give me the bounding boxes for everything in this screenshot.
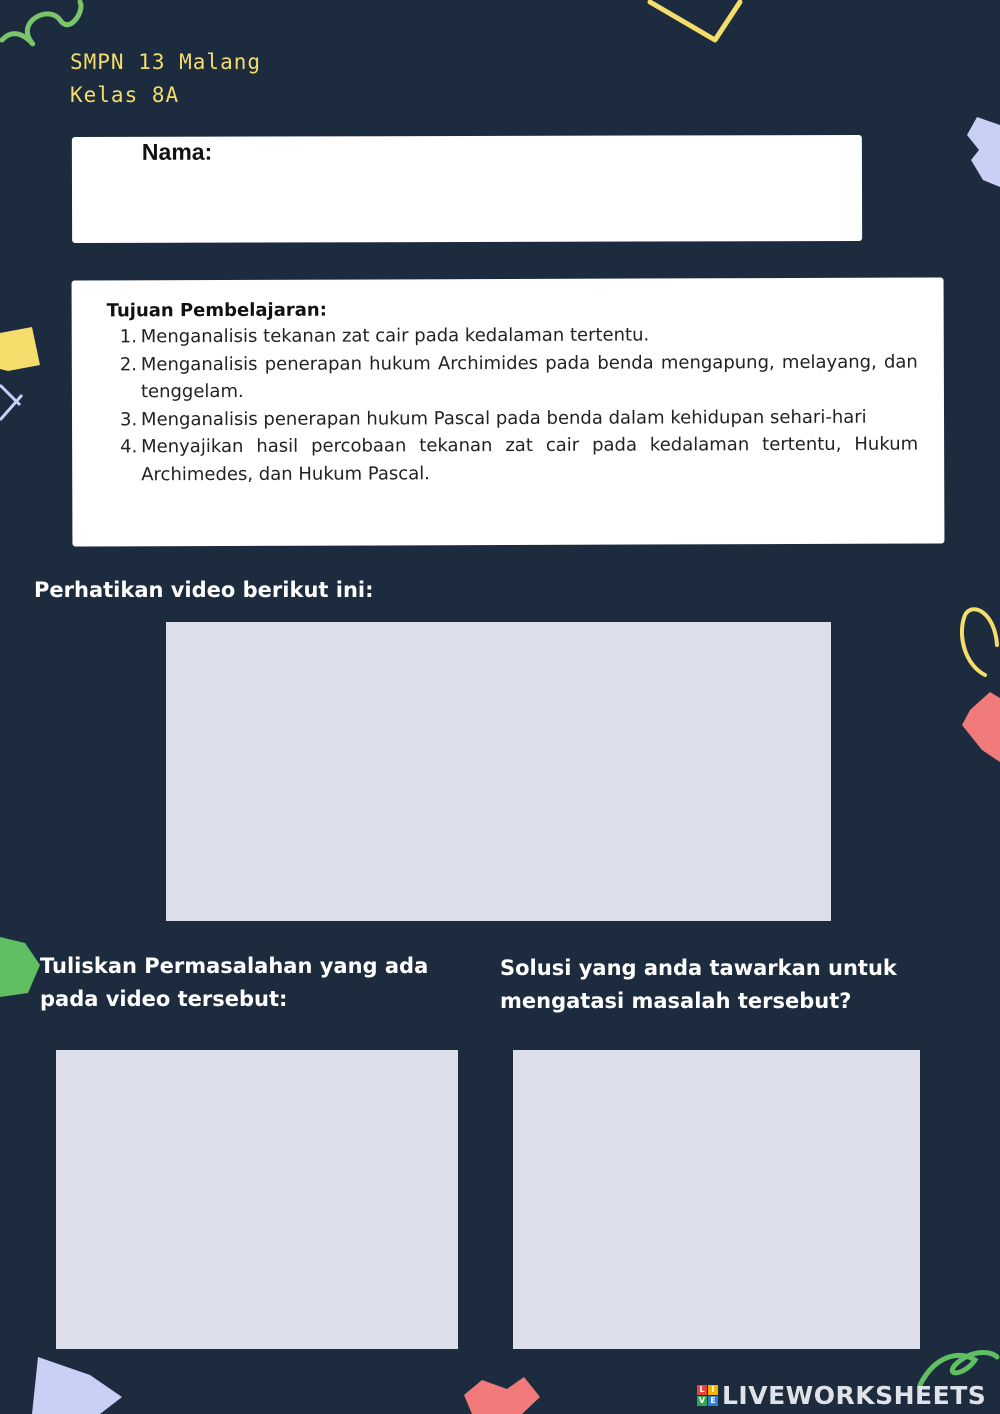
list-item-number: 1. bbox=[119, 326, 137, 348]
video-section-title: Perhatikan video berikut ini: bbox=[34, 578, 374, 602]
list-item bbox=[107, 348, 918, 406]
logo-letter: V bbox=[698, 1396, 706, 1405]
liveworksheets-text: LIVEWORKSHEETS bbox=[722, 1381, 987, 1410]
solution-answer-input[interactable] bbox=[513, 1050, 920, 1349]
decor-yellow-shape-left bbox=[0, 325, 45, 425]
problem-title-line2: pada video tersebut: bbox=[40, 987, 288, 1011]
decor-lavender-shape-top-right bbox=[965, 115, 1000, 190]
liveworksheets-logo-icon bbox=[697, 1385, 718, 1406]
decor-lavender-shape-bottom-left bbox=[30, 1355, 125, 1414]
school-header bbox=[70, 46, 261, 112]
list-item-number: 3. bbox=[119, 408, 138, 430]
problem-section-title bbox=[40, 950, 428, 1016]
decor-green-shape-left bbox=[0, 935, 45, 1000]
name-label: Nama: bbox=[141, 138, 213, 165]
logo-letter: I bbox=[708, 1385, 718, 1395]
learning-goals-card bbox=[72, 277, 945, 546]
solution-section-title bbox=[500, 952, 897, 1018]
logo-letter: E bbox=[708, 1396, 718, 1406]
decor-yellow-outline-shape bbox=[640, 0, 750, 50]
decor-red-shape-bottom bbox=[462, 1375, 542, 1414]
name-input[interactable] bbox=[222, 141, 846, 171]
list-item-text: Menganalisis tekanan zat cair pada kedalaman tertentu. bbox=[140, 324, 650, 348]
list-item-text: Menganalisis penerapan hukum Pascal pada benda dalam kehidupan sehari-hari bbox=[140, 406, 867, 430]
list-item bbox=[107, 431, 918, 489]
solution-title-line2: mengatasi masalah tersebut? bbox=[500, 989, 852, 1013]
list-item-text: Menyajikan hasil percobaan tekanan zat cair pada kedalaman tertentu, Hukum Archimedes, dan Hukum Pascal. bbox=[141, 433, 919, 485]
video-player[interactable] bbox=[166, 622, 831, 921]
decor-red-shape-right bbox=[960, 690, 1000, 765]
list-item-number: 2. bbox=[119, 353, 138, 375]
class-name: Kelas 8A bbox=[70, 83, 180, 107]
list-item bbox=[107, 403, 918, 433]
logo-letter: L bbox=[697, 1385, 707, 1395]
decor-yellow-loop-right bbox=[955, 605, 1000, 680]
list-item bbox=[107, 321, 918, 351]
learning-goals-list bbox=[107, 321, 919, 489]
list-item-text: Menganalisis penerapan hukum Archimides pada benda mengapung, melayang, dan tenggelam. bbox=[140, 351, 918, 403]
list-item-number: 4. bbox=[120, 436, 138, 458]
name-card bbox=[72, 135, 862, 243]
problem-title-line1: Tuliskan Permasalahan yang ada bbox=[40, 954, 429, 978]
school-name: SMPN 13 Malang bbox=[70, 50, 262, 74]
problem-answer-input[interactable] bbox=[56, 1050, 458, 1349]
liveworksheets-watermark bbox=[697, 1381, 986, 1410]
learning-goals-title: Tujuan Pembelajaran: bbox=[106, 299, 327, 322]
solution-title-line1: Solusi yang anda tawarkan untuk bbox=[500, 956, 897, 980]
